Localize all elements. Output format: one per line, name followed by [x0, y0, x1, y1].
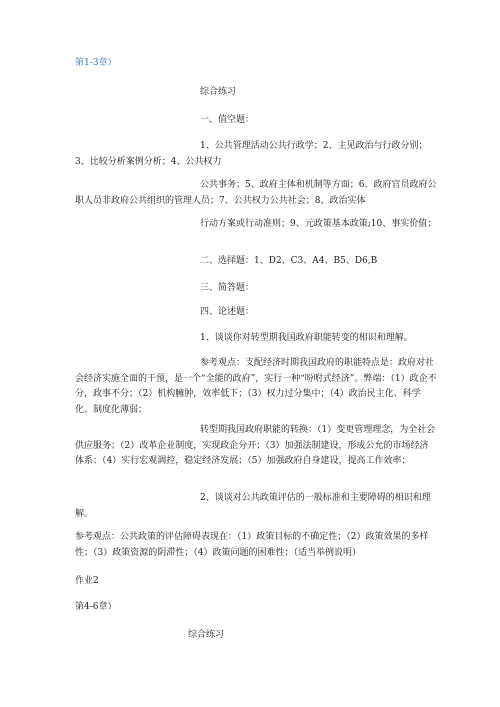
section-title-1: 综合练习 [200, 87, 237, 97]
essay-question-2: 2、谈谈对公共政策评估的一般标准和主要障碍的相识和理解。 [75, 493, 431, 519]
essay-question-1: 1、谈谈你对转型期我国政府职能转变的相识和理解。 [200, 333, 413, 343]
fill-blank-answer-1: 1、公共管理活动公共行政学；2、主见政治与行政分别；3、比较分析案例分析；4、公共权力 [75, 141, 428, 167]
fill-blank-answer-2: 公共事务；5、政府主体和机制等方面；6、政府官员政府公职人员非政府公共组织的管理人员；7、公共权力公共社会；8、政治实体 [75, 180, 437, 206]
essay-answer-1-part-2: 转型期我国政府职能的转换：（1）变更管理理念，为全社会供应服务；（2）改革企业制度，实现政企分开；（3）加强法制建设，形成公允的市场经济体系；（4）实行宏观调控，稳定经济发展；（5）加强政府自身建设，提高工作效率； [75, 425, 436, 466]
multiple-choice-answers: 二、选择题：1、D2、C3、A4、B5、D6,B [200, 256, 378, 266]
short-answer-heading: 三、简答题： [200, 283, 255, 293]
essay-answer-1-part-1: 参考观点：支配经济时期我国政府的职能特点是：政府对社会经济实施全面的干预，是一个“全能的政府”，实行一种“吩咐式经济”。弊端：（1）政企不分，政事不分；（2）机构臃肿，效率低下；（3）权力过分集中；（4）政治民主化、科学化、制度化薄弱； [75, 358, 437, 415]
fill-blank-answer-3: 行动方案或行动准则；9、元政策基本政策;10、事实价值； [200, 219, 437, 229]
homework-2-label: 作业2 [75, 576, 99, 586]
section-title-2: 综合练习 [188, 630, 225, 640]
essay-heading: 四、论述题： [200, 307, 255, 317]
fill-blank-heading: 一、值空题： [200, 115, 255, 125]
chapter-label-1: 第1-3章） [75, 58, 117, 68]
essay-answer-2: 参考观点：公共政策的评估障碍表现在：（1）政策目标的不确定性；（2）政策效果的多样性；（3）政策资源的阴滞性；（4）政策问题的困难性；（适当举例说明） [75, 532, 429, 558]
chapter-label-2: 第4-6章） [75, 602, 117, 612]
